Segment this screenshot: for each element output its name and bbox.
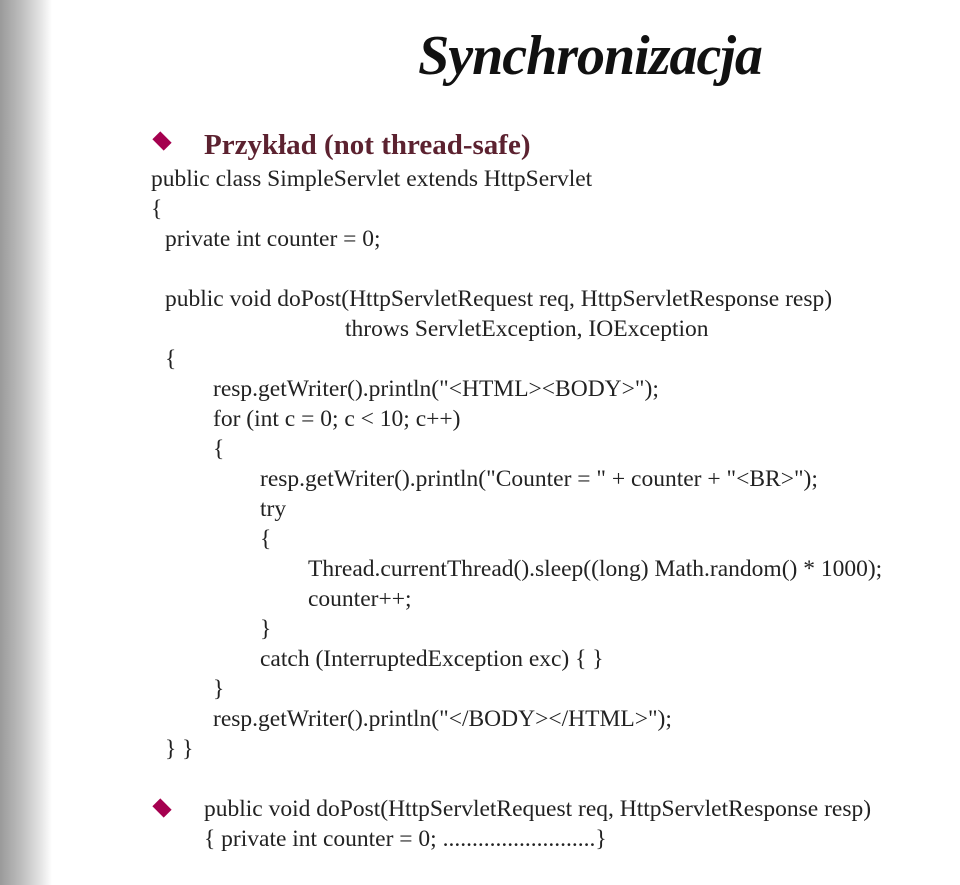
bullet-heading: Przykład (not thread-safe)	[204, 129, 531, 161]
code-line: resp.getWriter().println("Counter = " + counter + "<BR>");	[260, 466, 818, 492]
bullet-text-line: { private int counter = 0; ..........................}	[204, 826, 607, 852]
code-line: }	[213, 676, 225, 702]
code-line: resp.getWriter().println("<HTML><BODY>");	[213, 376, 659, 402]
code-line: counter++;	[308, 586, 412, 612]
code-line: public class SimpleServlet extends HttpServlet	[151, 166, 593, 192]
bullet-text-line: public void doPost(HttpServletRequest req, HttpServletResponse resp)	[204, 796, 872, 822]
code-line: private int counter = 0;	[165, 226, 381, 252]
code-line: {	[151, 196, 163, 222]
code-line: Thread.currentThread().sleep((long) Math.random() * 1000);	[308, 556, 883, 582]
code-line: try	[260, 496, 287, 522]
code-line: {	[213, 436, 225, 462]
code-line: catch (InterruptedException exc) { }	[260, 646, 604, 672]
slide-title: Synchronizacja	[418, 25, 762, 87]
code-line: } }	[165, 736, 194, 762]
code-line: for (int c = 0; c < 10; c++)	[213, 406, 461, 432]
code-line: public void doPost(HttpServletRequest req, HttpServletResponse resp)	[165, 286, 833, 312]
code-line: {	[260, 526, 272, 552]
code-line: throws ServletException, IOException	[345, 316, 709, 342]
diamond-bullet-icon	[152, 798, 171, 817]
code-line: {	[165, 346, 177, 372]
code-line: }	[260, 616, 272, 642]
diamond-bullet-icon	[152, 131, 171, 150]
code-line: resp.getWriter().println("</BODY></HTML>");	[213, 706, 672, 732]
slide-sidebar-gradient	[0, 0, 52, 885]
